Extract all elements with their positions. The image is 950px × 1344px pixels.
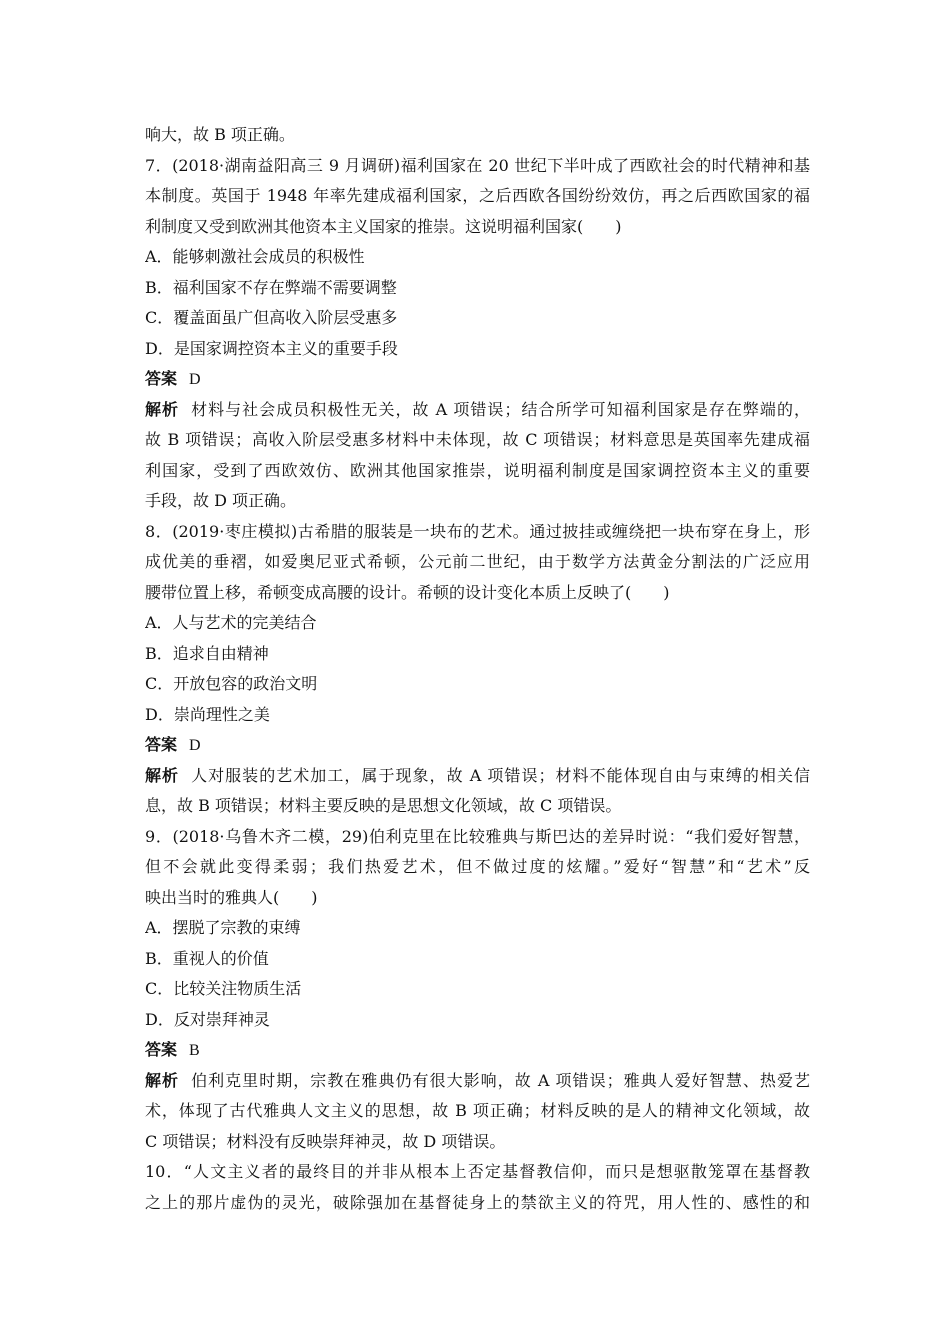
answer-row <box>145 1035 810 1066</box>
option-a: A．摆脱了宗教的束缚 <box>145 918 301 937</box>
text-line: 息，故 B 项错误；材料主要反映的是思想文化领域，故 C 项错误。 <box>145 796 622 815</box>
analysis-row <box>145 761 810 792</box>
text-line: 故 B 项错误；高收入阶层受惠多材料中未体现，故 C 项错误；材料意思是英国率先建成福 <box>145 430 810 449</box>
analysis-row <box>145 395 810 426</box>
question-7-stem: 7．(2018·湖南益阳高三 9 月调研)福利国家在 20 世纪下半叶成了西欧社会的时代精神和基 <box>145 155 810 175</box>
document-page <box>145 120 810 1218</box>
text-line: 成优美的垂褶，如爱奥尼亚式希顿，公元前二世纪，由于数学方法黄金分割法的广泛应用 <box>145 552 810 571</box>
analysis-text: 材料与社会成员积极性无关，故 A 项错误；结合所学可知福利国家是存在弊端的， <box>191 399 810 419</box>
text-line: C 项错误；材料没有反映崇拜神灵，故 D 项错误。 <box>145 1131 506 1151</box>
text-line: 术，体现了古代雅典人文主义的思想，故 B 项正确；材料反映的是人的精神文化领域，故 <box>145 1101 810 1120</box>
question-9-stem: 9．(2018·乌鲁木齐二模，29)伯利克里在比较雅典与斯巴达的差异时说：“我们爱好智慧， <box>145 826 810 846</box>
analysis-label: 解析 <box>145 399 180 419</box>
text-line: 利国家，受到了西欧效仿、欧洲其他国家推崇，说明福利制度是国家调控资本主义的重要 <box>145 460 810 480</box>
text-line: 映出当时的雅典人( ) <box>145 887 318 907</box>
option-b: B．福利国家不存在弊端不需要调整 <box>145 277 397 297</box>
option-d: D．是国家调控资本主义的重要手段 <box>145 338 398 358</box>
answer-row <box>145 364 810 395</box>
answer-label: 答案 <box>145 369 178 388</box>
text-line: 但不会就此变得柔弱；我们热爱艺术，但不做过度的炫耀。”爱好“智慧”和“艺术”反 <box>145 857 810 876</box>
analysis-label: 解析 <box>145 765 180 785</box>
option-b: B．重视人的价值 <box>145 948 269 968</box>
text-line: 之上的那片虚伪的灵光，破除强加在基督徒身上的禁欲主义的符咒，用人性的、感性的和 <box>145 1192 810 1212</box>
question-10-stem: 10．“人文主义者的最终目的并非从根本上否定基督教信仰，而只是想驱散笼罩在基督教 <box>145 1162 810 1181</box>
option-c: C．比较关注物质生活 <box>145 979 302 998</box>
option-c: C．覆盖面虽广但高收入阶层受惠多 <box>145 308 398 327</box>
text-line: 腰带位置上移，希顿变成高腰的设计。希顿的设计变化本质上反映了( ) <box>145 582 670 602</box>
answer-value: D <box>189 737 201 754</box>
analysis-text: 人对服装的艺术加工，属于现象，故 A 项错误；材料不能体现自由与束缚的相关信 <box>191 765 810 785</box>
text-line: 本制度。英国于 1948 年率先建成福利国家，之后西欧各国纷纷效仿，再之后西欧国家的福 <box>145 186 810 205</box>
option-b: B．追求自由精神 <box>145 643 269 663</box>
option-a: A．能够刺激社会成员的积极性 <box>145 247 365 266</box>
answer-value: D <box>189 371 201 388</box>
option-a: A．人与艺术的完美结合 <box>145 613 317 632</box>
answer-value: B <box>189 1042 200 1059</box>
question-8-stem: 8．(2019·枣庄模拟)古希腊的服装是一块布的艺术。通过披挂或缠绕把一块布穿在身上，形 <box>145 521 810 541</box>
answer-label: 答案 <box>145 1040 178 1059</box>
text-line: 利制度又受到欧洲其他资本主义国家的推崇。这说明福利国家( ) <box>145 216 622 236</box>
text-line: 手段，故 D 项正确。 <box>145 491 297 510</box>
option-c: C．开放包容的政治文明 <box>145 674 318 693</box>
text-line: 响大，故 B 项正确。 <box>145 125 295 144</box>
analysis-text: 伯利克里时期，宗教在雅典仍有很大影响，故 A 项错误；雅典人爱好智慧、热爱艺 <box>191 1070 810 1090</box>
answer-label: 答案 <box>145 735 178 754</box>
answer-row <box>145 730 810 761</box>
analysis-row <box>145 1066 810 1097</box>
option-d: D．崇尚理性之美 <box>145 704 270 724</box>
option-d: D．反对崇拜神灵 <box>145 1009 270 1029</box>
analysis-label: 解析 <box>145 1070 180 1090</box>
